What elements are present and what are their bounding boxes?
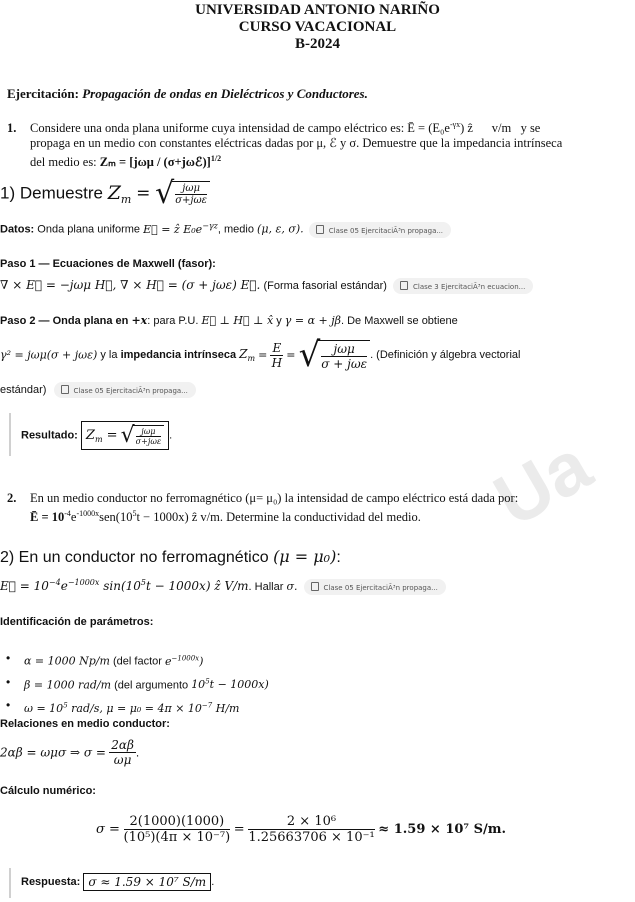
paso1-equation: ∇ × E⃗ = −jωμ H⃗, ∇ × H⃗ = (σ + jωε) E⃗. (Forma fasorial estándar) Clase 3 EjercitaciÃ³n ecuacion... (0, 278, 533, 294)
document-icon (311, 582, 319, 591)
parameter-list (0, 648, 269, 719)
course-title: CURSO VACACIONAL (238, 19, 397, 35)
identificacion-label: Identificación de parámetros: (0, 616, 154, 628)
document-icon (400, 281, 408, 290)
relaciones-label: Relaciones en medio conductor: (0, 718, 170, 730)
list-item: • $\omega = 10^5$ rad/s, $\mu = \mu_0 = 4\pi \times 10^{-7}$ H/m (0, 695, 269, 719)
result1: Resultado: $Z_m$ = √ $\frac{\text{jωμ}}{\text{σ+jωε}}$ . (21, 423, 173, 448)
list-item: • α = 1000 Np/m (del factor $e^{-1000x}$) (0, 648, 269, 672)
paso1-label: Paso 1 — Ecuaciones de Maxwell (fasor): (0, 258, 216, 270)
document-icon (61, 385, 69, 394)
university-title: UNIVERSIDAD ANTONIO NARIÑO (195, 2, 440, 18)
answer-quote-bar (9, 868, 11, 898)
topic-line: Ejercitación: Propagación de ondas en Dieléctricos y Conductores. (7, 86, 368, 101)
paso2-line1: Paso 2 — Onda plana en +x: para P.U. E⃗ ⊥ H⃗ ⊥ x̂ y γ = α + jβ. De Maxwell se obtiene (0, 314, 458, 327)
list-item: • β = 1000 rad/m (del argumento $10^5t - 1000x$) (0, 672, 269, 696)
answer: Respuesta: σ ≈ 1.59 × 10⁷ S/m . (21, 875, 215, 889)
calculo-equation: σ = $\frac{2(1000)(1000)}{\text{(10⁵)(4π × 10⁻⁷)}}$ = $\frac{\text{2 × 10⁶}}{\text{1.25663706 × 10⁻¹}}$ ≈ 1.59 × 10⁷ S/m. (96, 814, 507, 845)
document-icon (316, 225, 324, 234)
source-pill[interactable]: Clase 3 EjercitaciÃ³n ecuacion... (393, 278, 533, 294)
datos-line: Datos: Onda plana uniforme E⃗ = ẑ $E_0e^{-\gamma z}$, medio (μ, ε, σ). Clase 05 EjercitaciÃ³n propaga... (0, 221, 451, 238)
calculo-label: Cálculo numérico: (0, 785, 96, 797)
field2-line: E⃗ = $10^{-4}e^{-1000x}$ $\sin(10^5t - 1000x)$ ẑ V/m. Hallar σ. Clase 05 EjercitaciÃ³n propaga... (0, 578, 446, 595)
paso2-line2: γ² = jωμ(σ + jωε) y la impedancia intrínseca $Z_m$ = $\frac{E}{H}$ = √ $\frac{\text{jωμ}}{\text{σ + jωε}}$ . (Definición y álgebra vectorial (0, 335, 521, 375)
section2-heading: 2) En un conductor no ferromagnético (μ = μ₀): (0, 547, 341, 566)
problem2-statement: 2. En un medio conductor no ferromagnético (μ= μ₀) la intensidad de campo eléctrico está dada por: Ē = $10^{-4}e^{-1000x}sen(10^5t - 1000x)$ ẑ v/m. Determine la conductividad del medio. (7, 491, 519, 525)
source-pill[interactable]: Clase 05 EjercitaciÃ³n propaga... (309, 222, 451, 238)
problem1-statement: 1. Considere una onda plana uniforme cuya intensidad de campo eléctrico es: Ē = $(E_0e^{-\gamma x})$ ẑ v/m y se propaga en un medio con constantes eléctricas dadas por μ, ℰ y σ. Demuestre que la impedancia intrínseca del medio es: Zₘ = [jωμ / (σ+jωℰ)]$^{1/2}$ (7, 120, 563, 170)
semester-title: B-2024 (295, 36, 340, 52)
section1-heading: 1) Demuestre $Z_m$ = √ $\frac{\text{jωμ}}{\text{σ+jωε}}$ (0, 176, 210, 211)
watermark: Ua (480, 422, 605, 543)
source-pill[interactable]: Clase 05 EjercitaciÃ³n propaga... (304, 579, 446, 595)
source-pill[interactable]: Clase 05 EjercitaciÃ³n propaga... (54, 382, 196, 398)
result-quote-bar (9, 413, 11, 456)
paso2-line3: estándar) Clase 05 EjercitaciÃ³n propaga... (0, 382, 196, 398)
relaciones-equation: 2αβ = ωμσ ⇒ σ = $\frac{2\alpha\beta}{\omega\mu}$ . (0, 738, 140, 767)
